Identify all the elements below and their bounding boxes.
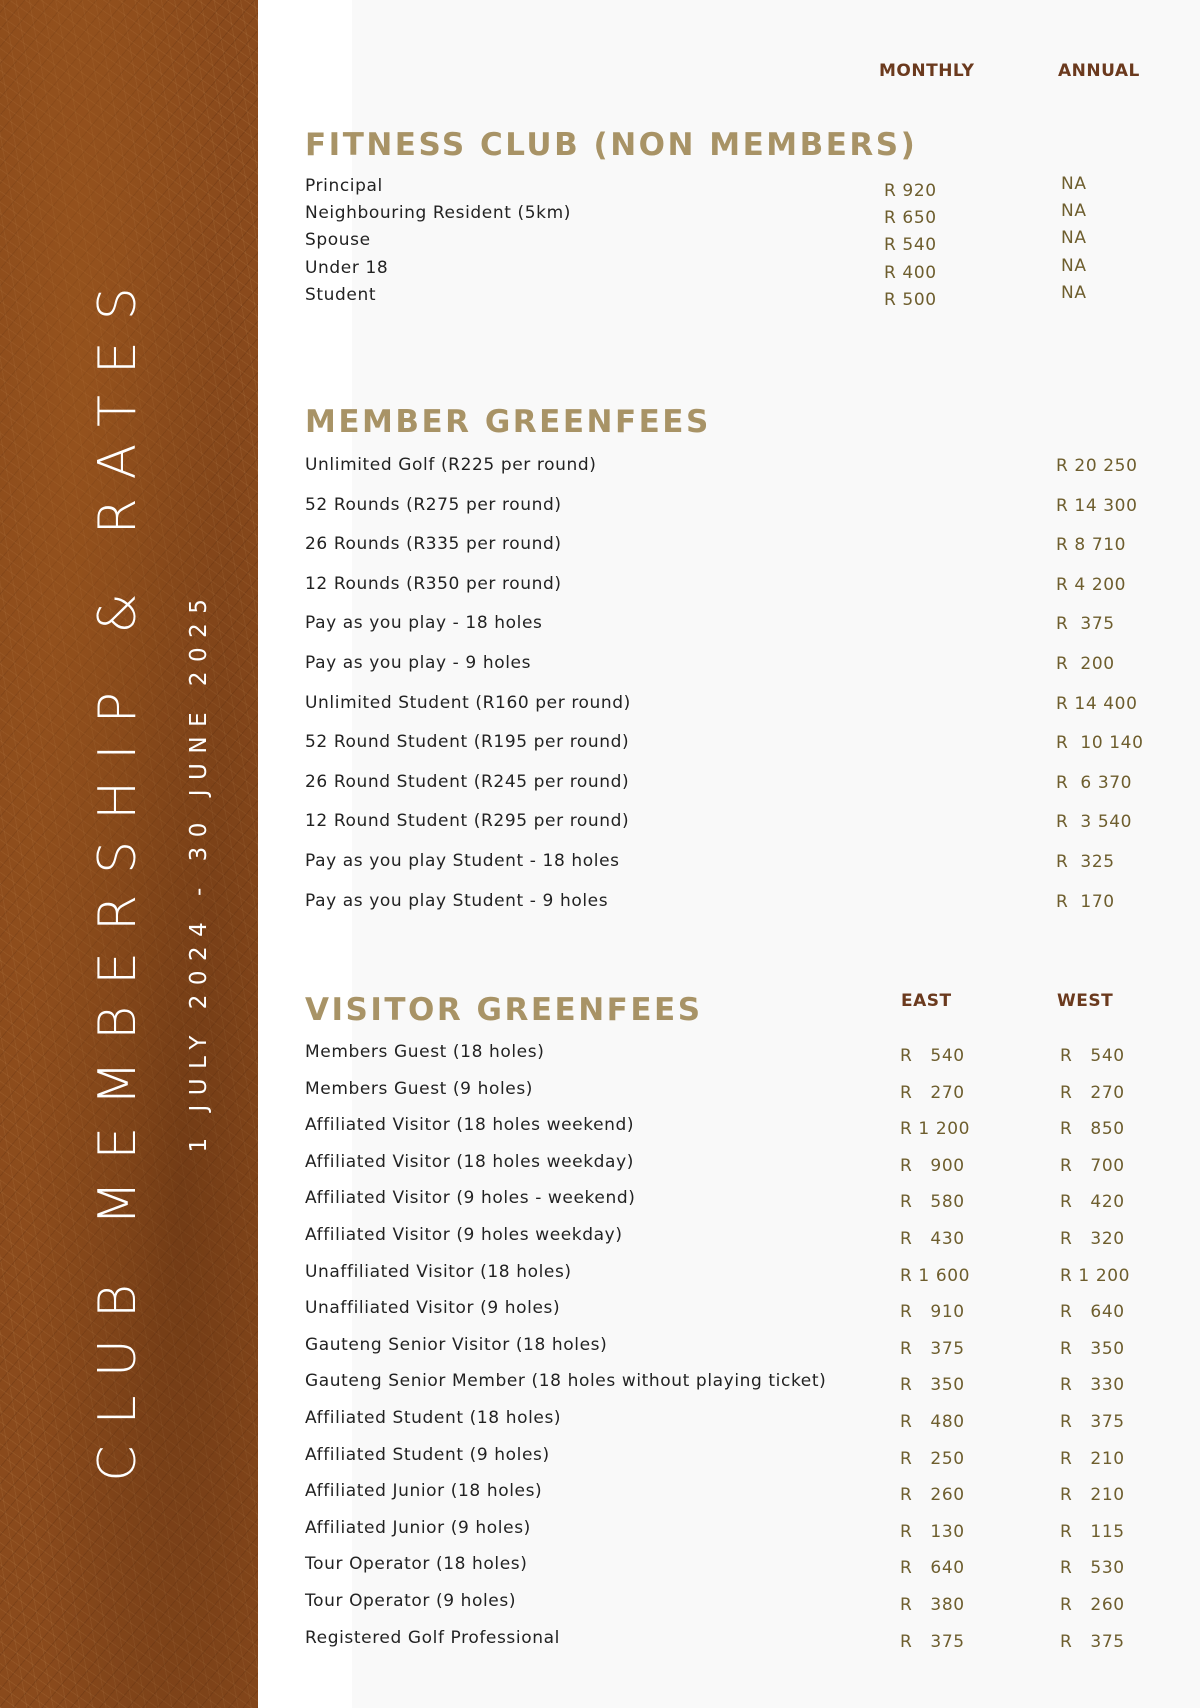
east-value: R 130 — [900, 1521, 965, 1542]
annual-value: NA — [1061, 201, 1087, 222]
east-value: R 580 — [900, 1192, 965, 1213]
row-label: Gauteng Senior Visitor (18 holes) — [305, 1334, 608, 1355]
row-label: Tour Operator (9 holes) — [305, 1591, 517, 1611]
east-value: R 910 — [900, 1302, 965, 1323]
row-label: Pay as you play - 9 holes — [305, 653, 532, 673]
west-value: R 350 — [1060, 1338, 1125, 1359]
row-label: Unlimited Golf (R225 per round) — [305, 455, 597, 475]
table-row — [305, 495, 1165, 515]
east-value: R 1 200 — [900, 1119, 971, 1140]
annual-value: R 170 — [1056, 891, 1115, 912]
row-label: Under 18 — [305, 257, 389, 278]
annual-value: NA — [1061, 174, 1087, 194]
table-row — [305, 1078, 1165, 1103]
east-value: R 375 — [900, 1631, 965, 1652]
row-label: Affiliated Visitor (9 holes - weekend) — [305, 1188, 636, 1209]
west-value: R 540 — [1060, 1046, 1125, 1066]
vertical-title: CLUB MEMBERSHIP & RATES — [88, 266, 148, 1482]
table-row — [305, 1627, 1165, 1652]
row-label: 52 Rounds (R275 per round) — [305, 494, 562, 515]
row-label: Registered Golf Professional — [305, 1627, 560, 1648]
monthly-value: R 500 — [884, 289, 937, 310]
annual-value: R 325 — [1056, 852, 1115, 872]
annual-value: NA — [1061, 255, 1087, 276]
row-label: Neighbouring Resident (5km) — [305, 203, 571, 224]
row-label: 12 Round Student (R295 per round) — [305, 811, 630, 832]
table-row — [305, 1042, 1165, 1066]
table-row — [305, 1371, 1165, 1396]
row-label: Unlimited Student (R160 per round) — [305, 692, 631, 713]
table-row — [305, 891, 1165, 911]
row-label: 26 Round Student (R245 per round) — [305, 771, 630, 792]
east-value: R 350 — [900, 1375, 965, 1396]
table-row — [305, 772, 1165, 792]
west-header: WEST — [1057, 991, 1114, 1011]
row-label: 26 Rounds (R335 per round) — [305, 534, 562, 555]
row-label: Unaffiliated Visitor (18 holes) — [305, 1261, 572, 1282]
table-row — [305, 1481, 1165, 1506]
table-row — [305, 574, 1165, 594]
table-row — [305, 653, 1165, 673]
monthly-value: R 650 — [884, 208, 937, 229]
table-row — [305, 1408, 1165, 1432]
east-value: R 375 — [900, 1338, 965, 1359]
annual-value: R 4 200 — [1056, 574, 1127, 595]
row-label: Affiliated Student (18 holes) — [305, 1408, 562, 1428]
table-row — [305, 1151, 1165, 1176]
row-label: Affiliated Student (9 holes) — [305, 1444, 550, 1465]
east-header: EAST — [901, 991, 952, 1011]
row-label: Affiliated Junior (9 holes) — [305, 1517, 531, 1538]
west-value: R 375 — [1060, 1412, 1125, 1432]
monthly-value: R 540 — [884, 235, 937, 256]
row-label: Affiliated Visitor (18 holes weekday) — [305, 1151, 634, 1172]
row-label: Affiliated Junior (18 holes) — [305, 1481, 543, 1502]
west-value: R 700 — [1060, 1155, 1125, 1176]
table-row — [305, 255, 1165, 283]
east-value: R 260 — [900, 1485, 965, 1506]
annual-value: R 14 300 — [1056, 495, 1138, 516]
table-row — [305, 1444, 1165, 1469]
west-value: R 850 — [1060, 1119, 1125, 1140]
row-label: 12 Rounds (R350 per round) — [305, 573, 562, 594]
row-label: Principal — [305, 176, 383, 196]
annual-value: R 8 710 — [1056, 535, 1127, 556]
east-value: R 900 — [900, 1155, 965, 1176]
vertical-date-range: 1 JULY 2024 - 30 JUNE 2025 — [186, 589, 212, 1153]
west-value: R 420 — [1060, 1192, 1125, 1213]
west-value: R 1 200 — [1060, 1265, 1131, 1286]
member-title: MEMBER GREENFEES — [305, 404, 711, 440]
table-row — [305, 732, 1165, 752]
table-row — [305, 1334, 1165, 1359]
table-row — [305, 1591, 1165, 1615]
row-label: 52 Round Student (R195 per round) — [305, 732, 630, 753]
west-value: R 330 — [1060, 1375, 1125, 1396]
monthly-header: MONTHLY — [879, 61, 975, 81]
table-row — [305, 228, 1165, 256]
row-label: Pay as you play - 18 holes — [305, 613, 543, 634]
table-row — [305, 1115, 1165, 1140]
table-row — [305, 534, 1165, 554]
east-value: R 270 — [900, 1082, 965, 1103]
annual-value: R 10 140 — [1056, 733, 1144, 754]
row-label: Affiliated Visitor (9 holes weekday) — [305, 1225, 623, 1245]
west-value: R 210 — [1060, 1485, 1125, 1506]
west-value: R 530 — [1060, 1558, 1125, 1579]
row-label: Tour Operator (18 holes) — [305, 1554, 528, 1575]
row-label: Affiliated Visitor (18 holes weekend) — [305, 1115, 635, 1136]
annual-value: R 20 250 — [1056, 456, 1138, 476]
west-value: R 210 — [1060, 1448, 1125, 1469]
table-row — [305, 1225, 1165, 1249]
table-row — [305, 1261, 1165, 1286]
west-value: R 270 — [1060, 1082, 1125, 1103]
east-value: R 380 — [900, 1595, 965, 1615]
row-label: Student — [305, 284, 377, 305]
annual-value: NA — [1061, 228, 1087, 249]
row-label: Pay as you play Student - 9 holes — [305, 890, 609, 911]
west-value: R 375 — [1060, 1631, 1125, 1652]
east-value: R 540 — [900, 1046, 965, 1066]
fitness-title: FITNESS CLUB (NON MEMBERS) — [305, 127, 918, 163]
west-value: R 640 — [1060, 1302, 1125, 1323]
row-label: Pay as you play Student - 18 holes — [305, 851, 620, 871]
west-value: R 115 — [1060, 1521, 1125, 1542]
east-value: R 430 — [900, 1229, 965, 1249]
table-row — [305, 693, 1165, 713]
east-value: R 250 — [900, 1448, 965, 1469]
table-row — [305, 1517, 1165, 1542]
row-label: Members Guest (18 holes) — [305, 1042, 545, 1062]
table-row — [305, 201, 1165, 229]
east-value: R 640 — [900, 1558, 965, 1579]
row-label: Gauteng Senior Member (18 holes without playing ticket) — [305, 1371, 827, 1392]
east-value: R 1 600 — [900, 1265, 971, 1286]
table-row — [305, 455, 1165, 475]
row-label: Unaffiliated Visitor (9 holes) — [305, 1298, 561, 1319]
west-value: R 320 — [1060, 1229, 1125, 1249]
east-value: R 480 — [900, 1412, 965, 1432]
table-row — [305, 1188, 1165, 1213]
table-row — [305, 174, 1165, 201]
table-row — [305, 1554, 1165, 1579]
row-label: Members Guest (9 holes) — [305, 1078, 534, 1099]
row-label: Spouse — [305, 230, 371, 251]
annual-value: R 3 540 — [1056, 812, 1133, 833]
annual-value: R 375 — [1056, 614, 1115, 635]
table-row — [305, 811, 1165, 831]
monthly-value: R 400 — [884, 262, 937, 283]
annual-value: R 200 — [1056, 654, 1115, 674]
annual-header: ANNUAL — [1058, 61, 1140, 81]
annual-value: NA — [1061, 282, 1087, 303]
table-row — [305, 282, 1165, 310]
table-row — [305, 851, 1165, 871]
table-row — [305, 613, 1165, 633]
annual-value: R 6 370 — [1056, 772, 1133, 793]
monthly-value: R 920 — [884, 181, 937, 201]
west-value: R 260 — [1060, 1595, 1125, 1615]
visitor-title: VISITOR GREENFEES — [305, 992, 703, 1028]
table-row — [305, 1298, 1165, 1323]
annual-value: R 14 400 — [1056, 693, 1138, 714]
